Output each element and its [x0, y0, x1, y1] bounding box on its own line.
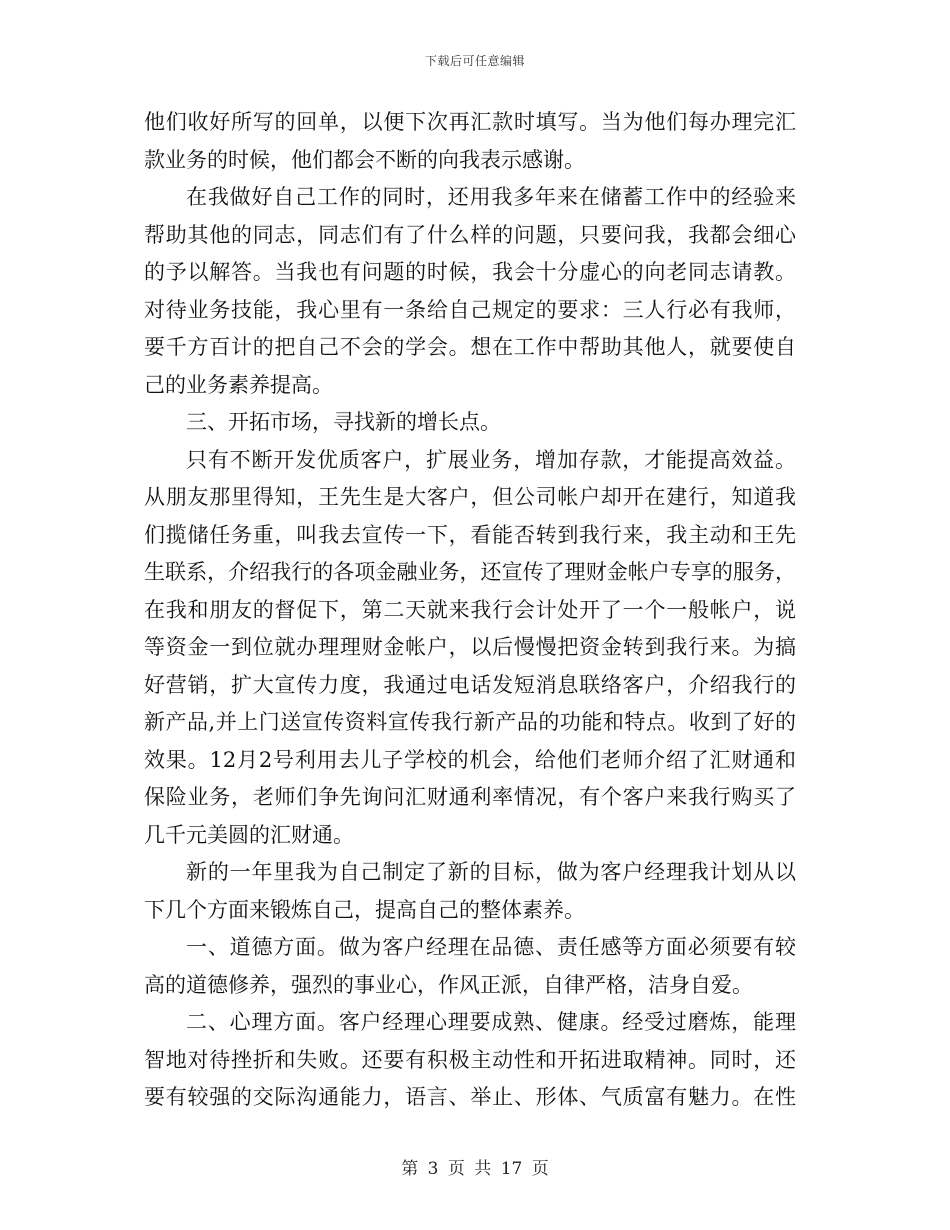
text-line: 款业务的时候，他们都会不断的向我表示感谢。 [144, 147, 585, 172]
text-line: 高的道德修养，强烈的事业心，作风正派，自律严格，洁身自爱。 [144, 972, 753, 997]
page-number: 第 3 页 共 17 页 [401, 1159, 549, 1179]
text-line: 帮助其他的同志，同志们有了什么样的问题，只要问我，我都会细心 [144, 222, 796, 247]
text-line: 在我和朋友的督促下，第二天就来我行会计处开了一个一般帐户，说 [144, 597, 796, 622]
text-line: 二、心理方面。客户经理心理要成熟、健康。经受过磨炼，能理 [186, 1010, 796, 1034]
text-line: 只有不断开发优质客户，扩展业务，增加存款，才能提高效益。 [186, 447, 796, 472]
text-line: 要有较强的交际沟通能力，语言、举止、形体、气质富有魅力。在性 [144, 1085, 796, 1109]
text-line: 要千方百计的把自己不会的学会。想在工作中帮助其他人，就要使自 [144, 335, 796, 359]
text-line: 的予以解答。当我也有问题的时候，我会十分虚心的向老同志请教。 [144, 260, 796, 284]
text-line: 从朋友那里得知，王先生是大客户，但公司帐户却开在建行，知道我 [144, 485, 796, 509]
text-line: 们揽储任务重，叫我去宣传一下，看能否转到我行来，我主动和王先 [144, 522, 796, 547]
text-line: 效果。12月2号利用去儿子学校的机会，给他们老师介绍了汇财通和 [144, 747, 796, 772]
text-line: 一、道德方面。做为客户经理在品德、责任感等方面必须要有较 [186, 935, 796, 959]
text-line: 好营销，扩大宣传力度，我通过电话发短消息联络客户，介绍我行的 [144, 672, 796, 697]
text-line: 下几个方面来锻炼自己，提高自己的整体素养。 [144, 897, 585, 922]
text-line: 智地对待挫折和失败。还要有积极主动性和开拓进取精神。同时，还 [144, 1047, 796, 1072]
text-line: 生联系，介绍我行的各项金融业务，还宣传了理财金帐户专享的服务， [144, 560, 796, 584]
text-line: 在我做好自己工作的同时，还用我多年来在储蓄工作中的经验来 [186, 185, 796, 209]
text-line: 新的一年里我为自己制定了新的目标，做为客户经理我计划从以 [186, 860, 796, 884]
text-line: 保险业务，老师们争先询问汇财通利率情况，有个客户来我行购买了 [144, 785, 796, 809]
text-line: 新产品,并上门送宣传资料宣传我行新产品的功能和特点。收到了好的 [144, 710, 796, 734]
text-line: 几千元美圆的汇财通。 [144, 822, 354, 847]
text-line: 他们收好所写的回单，以便下次再汇款时填写。当为他们每办理完汇 [144, 110, 796, 134]
section-heading: 三、开拓市场，寻找新的增长点。 [186, 410, 501, 434]
text-line: 己的业务素养提高。 [144, 372, 333, 397]
text-line: 等资金一到位就办理理财金帐户，以后慢慢把资金转到我行来。为搞 [144, 635, 796, 659]
document-body [144, 104, 796, 1117]
page-header: 下载后可任意编辑 [424, 54, 525, 68]
text-line: 对待业务技能，我心里有一条给自己规定的要求：三人行必有我师， [144, 297, 796, 322]
